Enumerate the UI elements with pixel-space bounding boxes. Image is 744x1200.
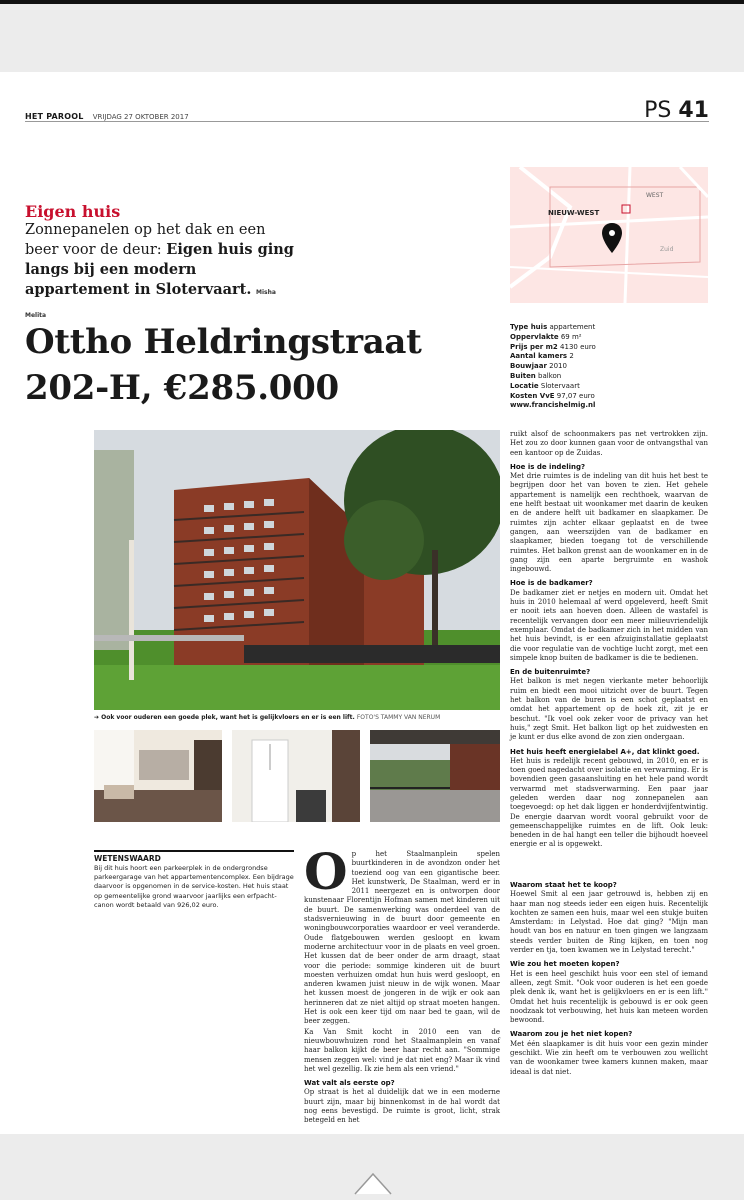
fact-value: 4130 euro	[560, 342, 596, 351]
balcony-photo	[370, 730, 500, 822]
fact-box-title: WETENSWAARD	[94, 854, 161, 863]
fact-value: 97,07 euro	[556, 391, 595, 400]
location-map	[510, 167, 708, 303]
newspaper-page	[0, 72, 744, 1134]
fact-row	[510, 372, 710, 382]
article-column-right-bottom	[510, 876, 708, 1078]
fact-key: Locatie	[510, 381, 539, 390]
question-heading: Waarom zou je het niet kopen?	[510, 1030, 633, 1039]
fact-row	[510, 392, 710, 402]
property-facts	[510, 323, 710, 411]
fact-key: Buiten	[510, 371, 536, 380]
agency-link[interactable]: www.francishelmig.nl	[510, 401, 596, 410]
map-graphic	[510, 167, 708, 303]
question-heading: Waarom staat het te koop?	[510, 881, 617, 889]
answer-paragraph: Het is een heel geschikt huis voor een stel of iemand alleen, zegt Smit. "Ook voor ouderen is het een goede plek denk ik, want het is gelijkvloers en er is een lift." Omdat het huis recentelijk is gebouwd is er ook geen noodzaak tot verbouwing, het huis kan meteen worden bewoond.	[510, 969, 708, 1025]
answer-paragraph: Hoewel Smit al een jaar getrouwd is, hebben zij en haar man nog steeds ieder een eigen huis. Recentelijk kochten ze samen een huis, maar wel een stukje buiten Amsterdam: in Lelystad. Hoe dat ging? "Mijn man houdt van bos en natuur en toen gingen we langzaam steeds verder buiten de Ring kijken, en toen nog verder en tja, toen kwamen we in Lelystad terecht."	[510, 890, 708, 955]
fact-key: Kosten VvE	[510, 391, 555, 400]
newspaper-brand: HET PAROOL	[25, 112, 84, 121]
article-headline	[25, 319, 485, 411]
section-label: PS	[644, 98, 672, 123]
caption-text: ➔ Ook voor ouderen een goede plek, want het is gelijkvloers en er is een lift.	[94, 714, 355, 721]
drop-cap: O	[304, 842, 348, 901]
fact-key: Type huis	[510, 323, 548, 331]
article-column-middle	[304, 842, 500, 1127]
question-heading: Wie zou het moeten kopen?	[510, 960, 620, 969]
map-label-zuid: Zuid	[660, 246, 674, 253]
top-bar	[0, 0, 744, 4]
building-photo	[94, 430, 500, 710]
headline-line-1: Ottho Heldringstraat	[25, 322, 422, 362]
fact-value: 2	[569, 352, 574, 361]
intro-paragraph	[304, 842, 500, 1027]
answer-paragraph: Met drie ruimtes is de indeling van dit huis het best te begrijpen door het van boven te zien. Het gehele appartement is namelijk een rechthoek, waarvan de ene helft bestaat uit woonkamer met daarin de keuken en de andere helft uit badkamer en slaapkamer. De ruimtes zijn achter elkaar geplaatst en de twee gangen, aan weerszijden van de badkamer en slaapkamer, bieden toegang tot de verschillende ruimtes. Het balkon grenst aan de woonkamer en in de gang zijn een aparte bergruimte en washok ingebouwd.	[510, 472, 708, 574]
fact-value: 69 m²	[560, 332, 582, 341]
page-number	[644, 98, 709, 123]
fact-value: balkon	[538, 371, 562, 380]
fact-value: appartement	[549, 323, 596, 331]
fact-row	[510, 352, 710, 362]
map-label-west: WEST	[646, 192, 664, 199]
fact-key: Aantal kamers	[510, 352, 568, 361]
fact-row	[510, 362, 710, 372]
fact-row	[510, 343, 710, 353]
bathroom-photo	[232, 730, 360, 822]
photo-caption	[94, 714, 500, 721]
fact-row	[510, 382, 710, 392]
answer-paragraph: De badkamer ziet er netjes en modern uit. Omdat het huis in 2010 helemaal af werd opgeleverd, heeft Smit er nooit iets aan hoeven doen. Alleen de wastafel is recentelijk vervangen door een meer milieuvriendelijk exemplaar. Omdat de badkamer zich in het midden van het huis bevindt, is er een afzuiginstallatie geplaatst die voor regulatie van de vochtige lucht zorgt, met een simpele knop buiten de badkamer is die te bedienen.	[510, 588, 708, 662]
paragraph: Ka Van Smit kocht in 2010 een van de nieuwbouwhuizen rond het Staalmanplein en vanaf haar balkon kijkt de beer haar recht aan. "Sommige mensen zeggen wel: vind je dat niet eng? Maar ik vind het wel gezellig. Ik zie hem als een vriend."	[304, 1027, 500, 1073]
fact-value: 2010	[549, 362, 567, 371]
fact-key: Prijs per m2	[510, 342, 558, 351]
article-column-right-top	[510, 430, 708, 851]
fact-value: Slotervaart	[540, 381, 580, 390]
question-heading: Wat valt als eerste op?	[304, 1079, 395, 1088]
fact-key: Oppervlakte	[510, 332, 559, 341]
question-heading: Hoe is de badkamer?	[510, 579, 593, 588]
byline: Misha Melita	[25, 289, 276, 319]
living-room-photo	[94, 730, 222, 822]
deck-bold: Eigen huis ging langs bij een modern appartement in Slotervaart.	[25, 241, 294, 298]
answer-paragraph: Met één slaapkamer is dit huis voor een gezin minder geschikt. Wie zin heeft om te verbouwen zou wellicht van de woonkamer twee kamers kunnen maken, maar ideaal is dat niet.	[510, 1039, 708, 1076]
fact-box	[94, 850, 294, 910]
fact-row	[510, 333, 710, 343]
answer-paragraph: Het huis is redelijk recent gebouwd, in 2010, en er is toen goed nagedacht over isolatie en verwarming. Er is bovendien geen gasaansluiting en het hele pand wordt verwarmd met stadsverwarming. Een paar jaar geleden werden daar nog zonnepanelen aan toegevoegd: op het dak liggen er honderdvijfentwintig. De energie daarvan wordt vooral gebruikt voor de gemeenschappelijke ruimtes en de lift. Ook leuk: beneden in de hal hangt een teller die bijhoudt hoeveel energie er al is opgewekt.	[510, 756, 708, 849]
deck-lead: Zonnepanelen op het dak en een beer voor de deur:	[25, 222, 266, 258]
question-heading: En de buitenruimte?	[510, 668, 591, 677]
intro-text: p het Staalmanplein spelen buurtkinderen in de avondzon onder het toeziend oog van een gigantische beer. Het kunstwerk, De Staalman, werd er in 2011 neergezet en is ontworpen door kunstenaar Florentijn Hofman samen met kinderen uit de buurt. De samenwerking was onderdeel van de stadsvernieuwing in de buurt door gemeente en woningbouwcorporaties waardoor er veel veranderde. Oude flatgebouwen werden gesloopt en kwam moderne architectuur voor in de plaats en veel groen. Het kussen dat de beer onder de arm draagt, staat voor die periode: sommige kinderen uit de buurt moesten verhuizen omdat hun huis werd gesloopt, en anderen kwamen juist nieuw in de wijk wonen. Maar het kussen moest de jongeren in de wijk er ook aan herinneren dat ze niet altijd op straat moeten hangen. Het is ook een keer tijd om naar bed te gaan, wil de beer zeggen.	[304, 850, 500, 1026]
issue-date: VRIJDAG 27 OKTOBER 2017	[92, 113, 189, 121]
paragraph: ruikt alsof de schoonmakers pas net vertrokken zijn. Het zou zo door kunnen gaan voor de ontvangsthal van een kantoor op de Zuidas.	[510, 430, 708, 457]
section-rubric: Eigen huis	[25, 202, 121, 221]
question-heading: Het huis heeft energielabel A+, dat klinkt goed.	[510, 747, 700, 756]
photo-credit: FOTO'S TAMMY VAN NERUM	[356, 714, 441, 721]
fact-key: Bouwjaar	[510, 362, 547, 371]
page-number-value: 41	[678, 98, 709, 123]
map-label-nieuw-west: NIEUW-WEST	[548, 209, 600, 217]
question-heading: Hoe is de indeling?	[510, 462, 586, 471]
fact-box-text: Bij dit huis hoort een parkeerplek in de ondergrondse parkeergarage van het appartementencomplex. Een bijdrage daarvoor is opgenomen in de service-kosten. Het huis staat op gemeentelijke grond waarvoor jaarlijks een erfpacht-canon wordt betaald van 926,02 euro.	[94, 864, 294, 909]
page-header	[25, 98, 709, 123]
answer-paragraph: Het balkon is met negen vierkante meter behoorlijk ruim en biedt een mooi uitzicht over de buurt. Tegen het balkon van de buren is een schot geplaatst en omdat het appartement op de hoek zit, zit je er beschut. "Ik voel ook zeker voor de privacy van het huis," zegt Smit. Het balkon ligt op het zuidwesten en je kunt er dus elke avond de zon zien ondergaan.	[510, 677, 708, 742]
answer-paragraph: Op straat is het al duidelijk dat we in een moderne buurt zijn, maar bij binnenkomst in de hal wordt dat nog eens bevestigd. De ruimte is groot, licht, strak betegeld en het	[304, 1088, 500, 1125]
scroll-up-arrow-icon[interactable]	[353, 1168, 393, 1196]
article-deck	[25, 220, 295, 326]
fact-row	[510, 323, 710, 333]
headline-line-2: 202-H, €285.000	[25, 368, 339, 408]
